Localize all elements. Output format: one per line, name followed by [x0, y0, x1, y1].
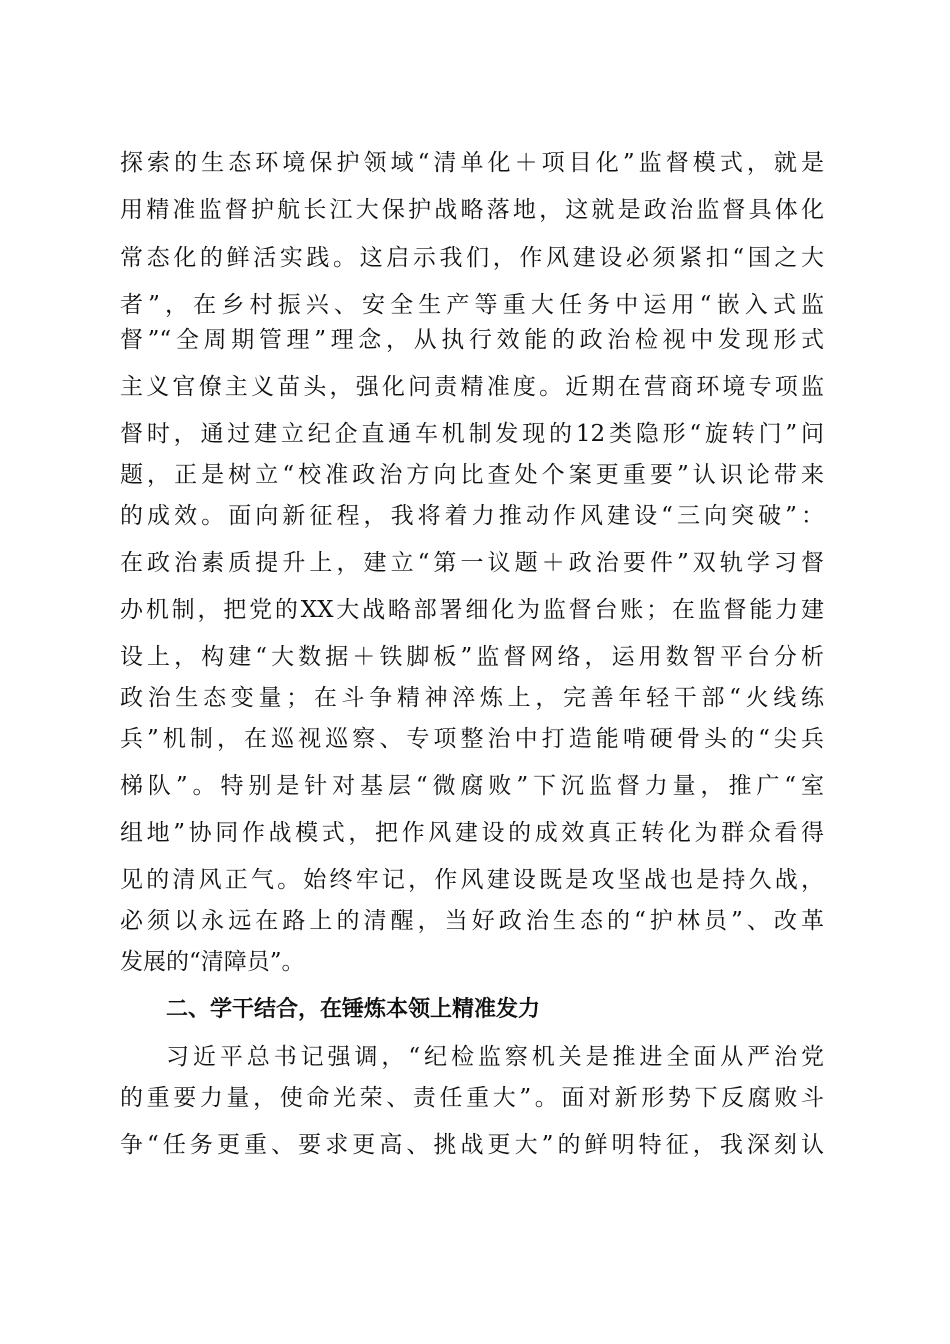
paragraph-line: 组地”协同作战模式，把作风建设的成效真正转化为群众看得: [120, 820, 824, 846]
paragraph-line: 政治生态变量；在斗争精神淬炼上，完善年轻干部“火线练: [120, 685, 824, 711]
paragraph-line: 必须以永远在路上的清醒，当好政治生态的“护林员”、改革: [120, 908, 824, 934]
paragraph-line: 常态化的鲜活实践。这启示我们，作风建设必须紧扣“国之大: [120, 245, 824, 271]
paragraph-line: 争“任务更重、要求更高、挑战更大”的鲜明特征，我深刻认: [120, 1132, 824, 1158]
paragraph-line: 者”，在乡村振兴、安全生产等重大任务中运用“嵌入式监: [120, 292, 824, 318]
paragraph-line: 习近平总书记强调，“纪检监察机关是推进全面从严治党: [166, 1044, 824, 1070]
section-heading: 二、学干结合，在锤炼本领上精准发力: [166, 997, 541, 1022]
paragraph-line: 的重要力量，使命光荣、责任重大”。面对新形势下反腐败斗: [120, 1085, 824, 1111]
paragraph-line: 在政治素质提升上，建立“第一议题＋政治要件”双轨学习督: [120, 550, 824, 576]
paragraph-line: 的成效。面向新征程，我将着力推动作风建设“三向突破”：: [120, 503, 824, 529]
paragraph-line: 见的清风正气。始终牢记，作风建设既是攻坚战也是持久战，: [120, 867, 824, 893]
paragraph-line: 督时，通过建立纪企直通车机制发现的12类隐形“旋转门”问: [120, 421, 824, 447]
paragraph-line: 用精准监督护航长江大保护战略落地，这就是政治监督具体化: [120, 197, 824, 223]
paragraph-line: 探索的生态环境保护领域“清单化＋项目化”监督模式，就是: [120, 150, 824, 176]
paragraph-line: 兵”机制，在巡视巡察、专项整治中打造能啃硬骨头的“尖兵: [120, 726, 824, 752]
paragraph-line: 办机制，把党的XX大战略部署细化为监督台账；在监督能力建: [120, 597, 824, 623]
paragraph-line: 督”“全周期管理”理念，从执行效能的政治检视中发现形式: [120, 327, 824, 353]
paragraph-line: 题，正是树立“校准政治方向比查处个案更重要”认识论带来: [120, 462, 824, 488]
paragraph-line: 发展的“清障员”。: [120, 949, 305, 975]
paragraph-line: 主义官僚主义苗头，强化问责精准度。近期在营商环境专项监: [120, 374, 824, 400]
paragraph-line: 梯队”。特别是针对基层“微腐败”下沉监督力量，推广“室: [120, 773, 824, 799]
paragraph-line: 设上，构建“大数据＋铁脚板”监督网络，运用数智平台分析: [120, 644, 824, 670]
